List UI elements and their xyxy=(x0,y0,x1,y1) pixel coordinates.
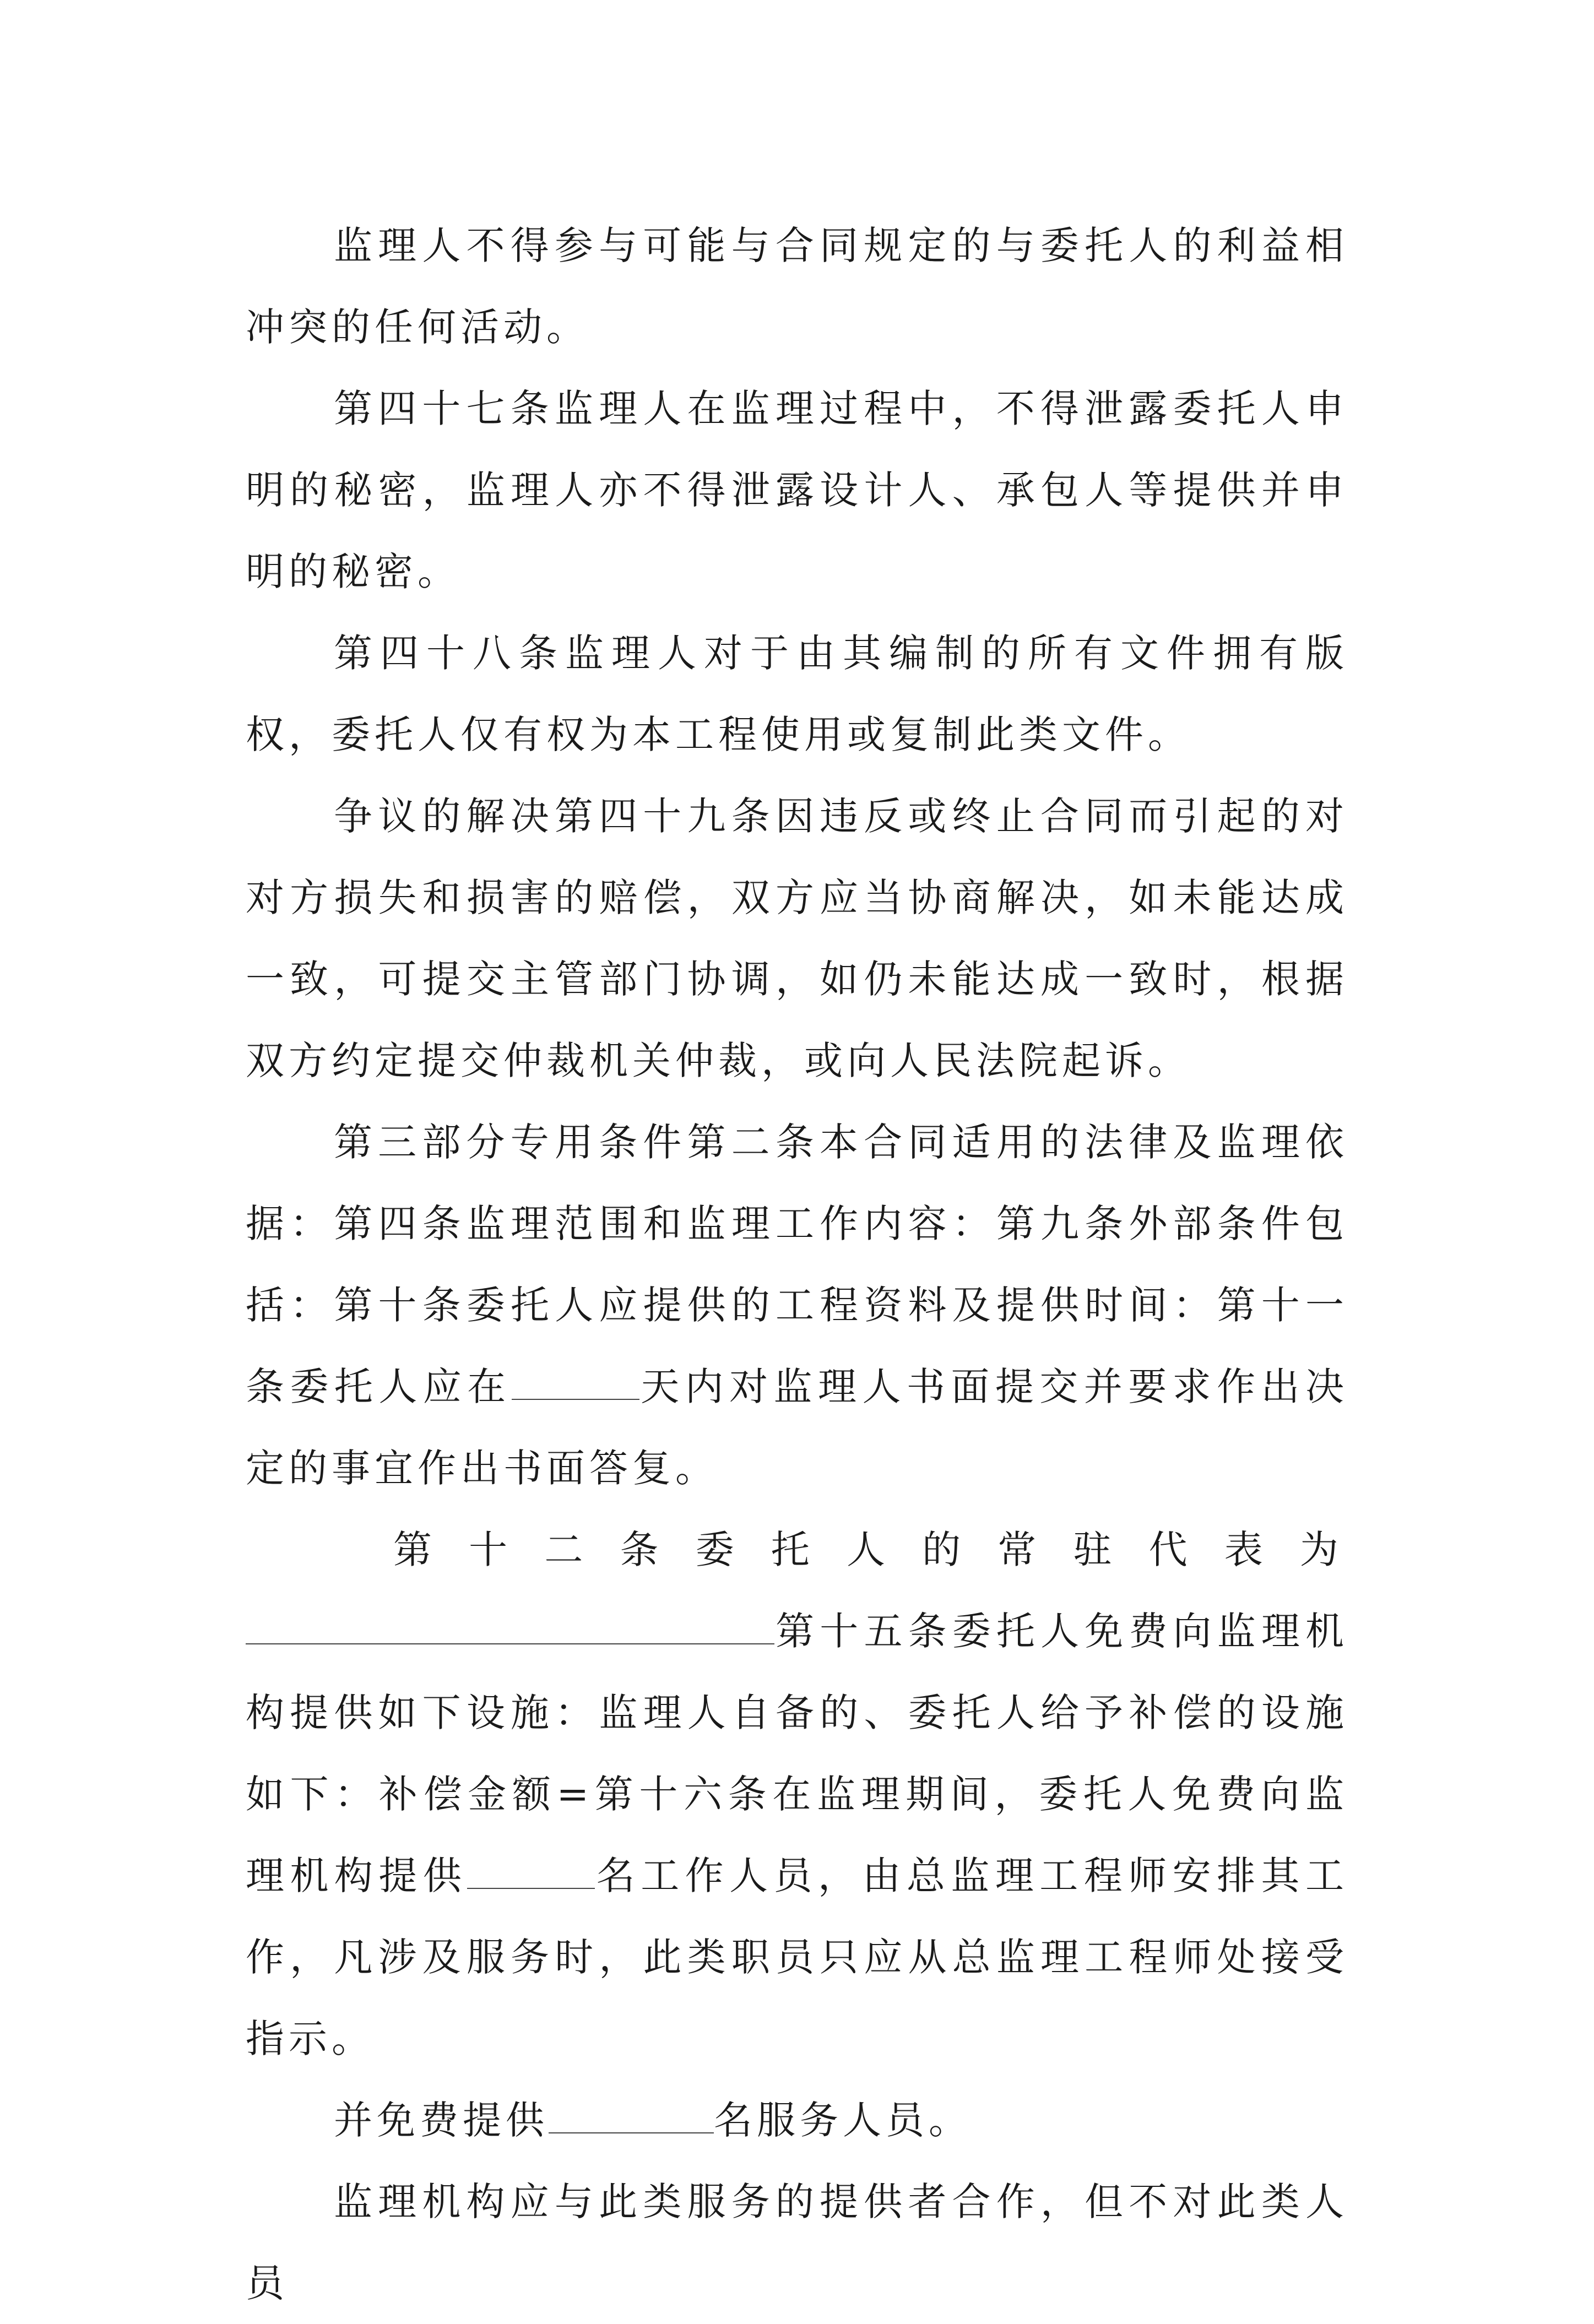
blank-staff-count-field xyxy=(467,1855,595,1889)
article-12-char: 驻 xyxy=(1073,1527,1116,1572)
article-12-spread-line xyxy=(246,1509,1348,1590)
special-conditions-text-end: 天内对监理人书面提交并要求作出决定的事宜作出书面答复。 xyxy=(246,1364,1349,1491)
article-12-char: 十 xyxy=(469,1527,512,1572)
paragraph-special-conditions xyxy=(246,1101,1348,1509)
article-12-char: 常 xyxy=(997,1527,1041,1572)
article-12-char: 二 xyxy=(544,1527,588,1572)
article-15-16-text: 第十五条委托人免费向监理机构提供如下设施：监理人自备的、委托人给予补偿的设施如下：补偿金额=第十六条在监理期间，委托人免费向监理机构提供 xyxy=(246,1609,1348,1898)
paragraph-article-49: 争议的解决第四十九条因违反或终止合同而引起的对对方损失和损害的赔偿，双方应当协商解决，如未能达成一致，可提交主管部门协调，如仍未能达成一致时，根据双方约定提交仲裁机关仲裁，或向人民法院起诉。 xyxy=(246,794,1348,1083)
blank-representative-field xyxy=(246,1610,774,1644)
article-12-char: 条 xyxy=(620,1527,663,1572)
paragraph-article-48: 第四十八条监理人对于由其编制的所有文件拥有版权，委托人仅有权为本工程使用或复制此类文件。 xyxy=(246,631,1348,757)
blank-days-field xyxy=(512,1366,639,1400)
article-16-text-end: 名工作人员，由总监理工程师安排其工作，凡涉及服务时，此类职员只应从总监理工程师处接受指示。 xyxy=(246,1853,1349,2061)
service-staff-text-end: 名服务人员。 xyxy=(714,2098,972,2143)
paragraph-cooperation: 监理机构应与此类服务的提供者合作，但不对此类人员 xyxy=(246,2179,1348,2306)
article-12-char: 委 xyxy=(695,1527,739,1572)
paragraph-article-12-15-16 xyxy=(246,1590,1348,2079)
article-12-char: 第 xyxy=(393,1527,436,1572)
paragraph-article-47: 第四十七条监理人在监理过程中，不得泄露委托人申明的秘密，监理人亦不得泄露设计人、承包人等提供并申明的秘密。 xyxy=(246,386,1348,594)
article-12-char: 表 xyxy=(1224,1527,1267,1572)
article-12-char: 人 xyxy=(846,1527,890,1572)
paragraph-service-staff xyxy=(246,2079,1348,2161)
article-12-char: 托 xyxy=(771,1527,814,1572)
service-staff-text: 并免费提供 xyxy=(334,2098,549,2143)
article-12-char: 代 xyxy=(1148,1527,1192,1572)
blank-service-staff-field xyxy=(549,2099,714,2133)
paragraph-conflict-of-interest: 监理人不得参与可能与合同规定的与委托人的利益相冲突的任何活动。 xyxy=(246,223,1348,350)
document-body xyxy=(246,205,1348,2324)
special-conditions-text: 第三部分专用条件第二条本合同适用的法律及监理依据：第四条监理范围和监理工作内容：第九条外部条件包括：第十条委托人应提供的工程资料及提供时间：第十一条委托人应在 xyxy=(246,1120,1348,1409)
article-12-char: 为 xyxy=(1299,1527,1343,1572)
article-12-char: 的 xyxy=(922,1527,966,1572)
